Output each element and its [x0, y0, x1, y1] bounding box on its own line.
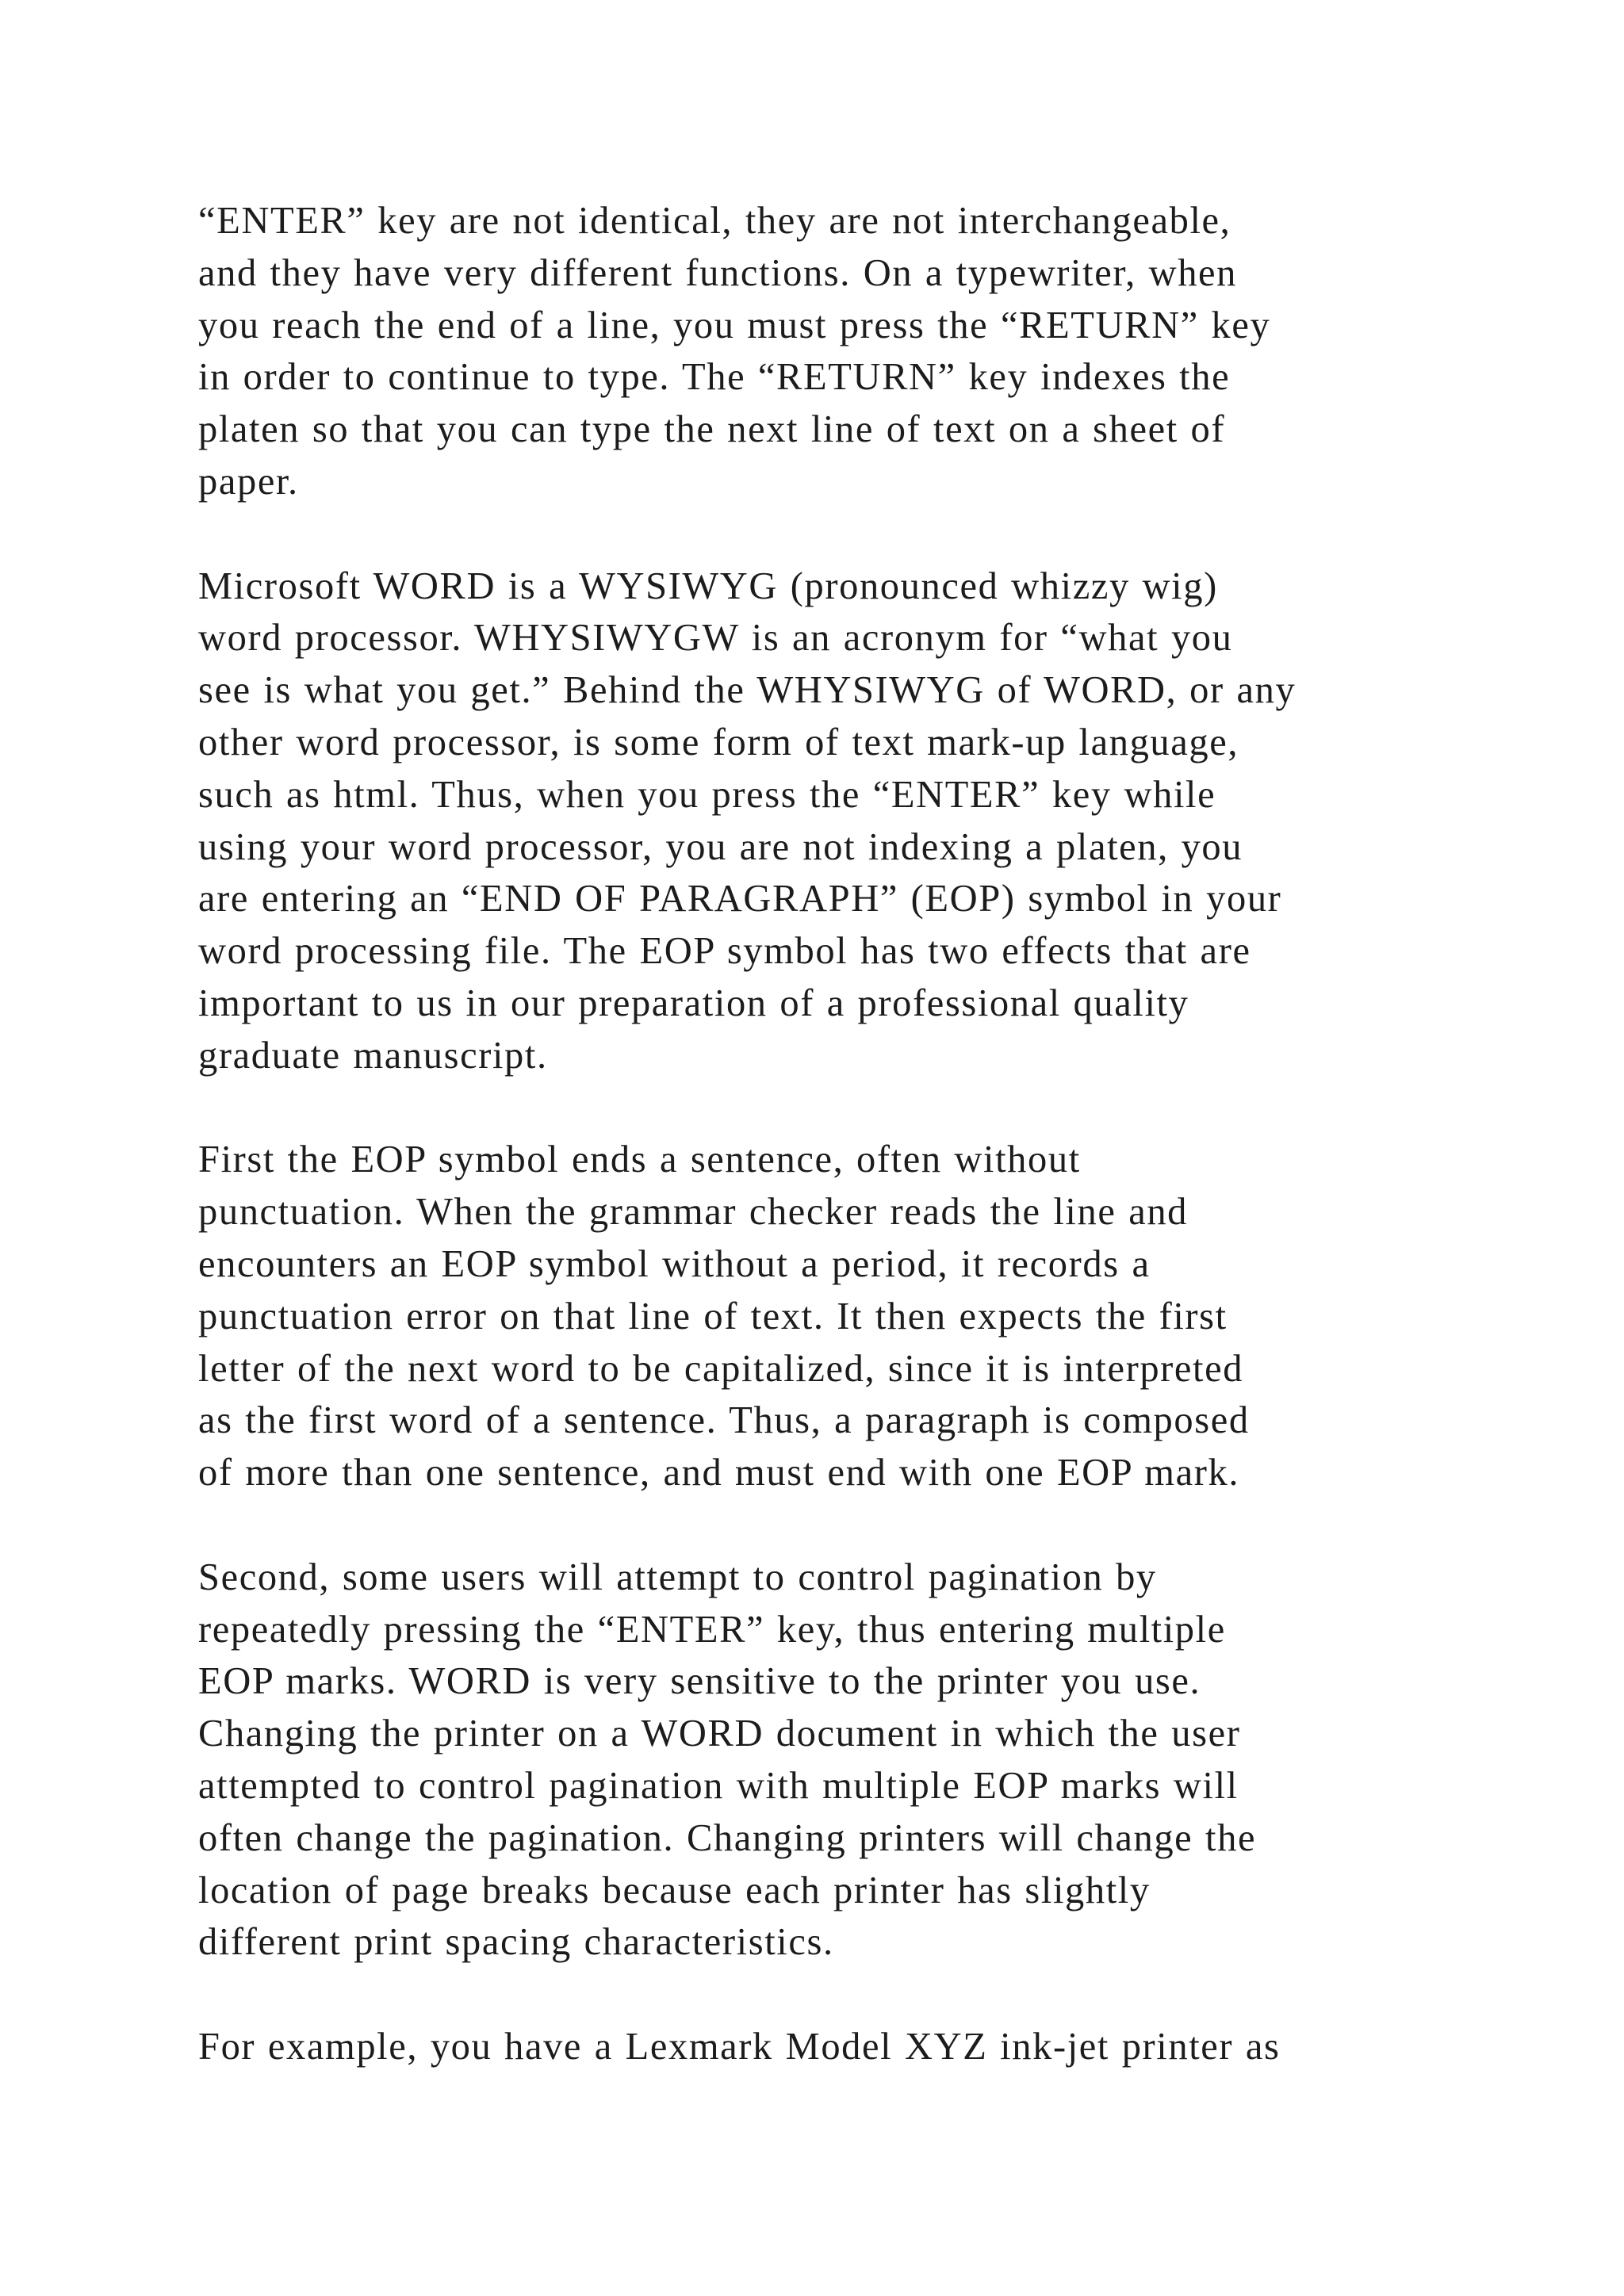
text-line: First the EOP symbol ends a sentence, often without: [198, 1138, 1081, 1181]
text-line: important to us in our preparation of a professional quality: [198, 982, 1189, 1024]
text-line: other word processor, is some form of text mark-up language,: [198, 721, 1239, 763]
paragraph: [198, 2021, 1499, 2073]
paragraph: [198, 195, 1499, 508]
text-line: Second, some users will attempt to control pagination by: [198, 1556, 1157, 1598]
text-line: you reach the end of a line, you must press the “RETURN” key: [198, 304, 1271, 346]
text-line: of more than one sentence, and must end with one EOP mark.: [198, 1452, 1240, 1494]
paragraph: [198, 561, 1499, 1082]
text-line: letter of the next word to be capitalized, since it is interpreted: [198, 1347, 1244, 1390]
text-line: such as html. Thus, when you press the “ENTER” key while: [198, 773, 1216, 816]
text-line: encounters an EOP symbol without a period, it records a: [198, 1242, 1151, 1285]
paragraph: [198, 1134, 1499, 1499]
paragraph: [198, 1552, 1499, 1969]
text-line: graduate manuscript.: [198, 1034, 548, 1077]
text-line: paper.: [198, 460, 299, 503]
text-line: “ENTER” key are not identical, they are not interchangeable,: [198, 200, 1231, 242]
text-line: often change the pagination. Changing printers will change the: [198, 1816, 1257, 1859]
text-line: EOP marks. WORD is very sensitive to the printer you use.: [198, 1660, 1201, 1703]
text-line: Changing the printer on a WORD document in which the user: [198, 1712, 1241, 1755]
text-line: punctuation. When the grammar checker reads the line and: [198, 1191, 1189, 1234]
text-line: are entering an “END OF PARAGRAPH” (EOP) symbol in your: [198, 878, 1282, 920]
text-line: word processing file. The EOP symbol has two effects that are: [198, 930, 1251, 973]
text-line: in order to continue to type. The “RETURN” key indexes the: [198, 356, 1231, 399]
document-body: [198, 195, 1499, 2125]
text-line: Microsoft WORD is a WYSIWYG (pronounced whizzy wig): [198, 564, 1218, 607]
text-line: and they have very different functions. On a typewriter, when: [198, 251, 1238, 294]
text-line: see is what you get.” Behind the WHYSIWYG of WORD, or any: [198, 669, 1297, 712]
text-line: platen so that you can type the next line of text on a sheet of: [198, 408, 1226, 451]
text-line: repeatedly pressing the “ENTER” key, thus entering multiple: [198, 1608, 1226, 1651]
text-line: For example, you have a Lexmark Model XYZ ink-jet printer as: [198, 2025, 1281, 2068]
text-line: attempted to control pagination with multiple EOP marks will: [198, 1764, 1239, 1807]
text-line: different print spacing characteristics.: [198, 1921, 834, 1964]
text-line: using your word processor, you are not indexing a platen, you: [198, 825, 1243, 868]
text-line: location of page breaks because each printer has slightly: [198, 1869, 1151, 1911]
text-line: word processor. WHYSIWYGW is an acronym for “what you: [198, 617, 1233, 660]
text-line: punctuation error on that line of text. It then expects the first: [198, 1295, 1228, 1337]
text-line: as the first word of a sentence. Thus, a paragraph is composed: [198, 1399, 1250, 1442]
